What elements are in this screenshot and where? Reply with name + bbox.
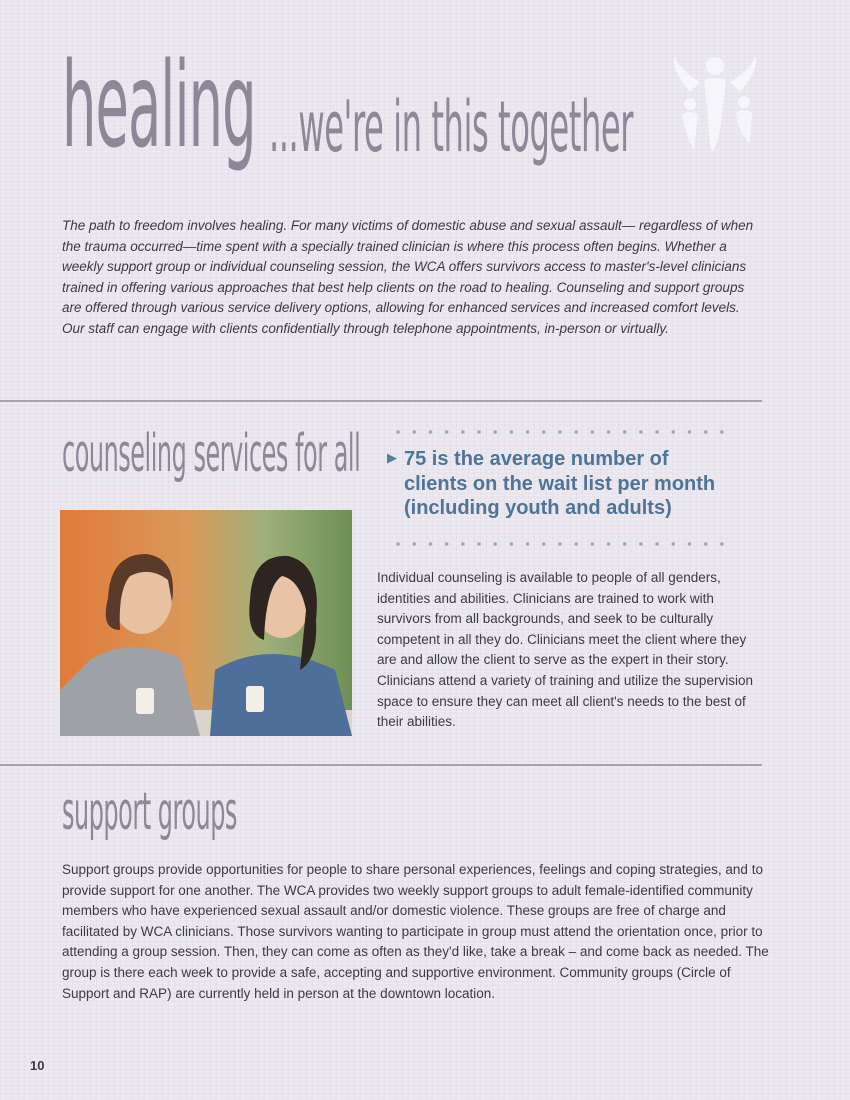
support-groups-paragraph: Support groups provide opportunities for people to share personal experiences, feelings and coping strategies, and to provide support for one another. The WCA provides two weekly support groups to adult female-identified community members who have experienced sexual assault and/or domestic violence. These groups are free of charge and facilitated by WCA clinicians. Those survivors wanting to participate in group must attend the orientation once, prior to attending a group session. Then, they can come as often as they'd like, take a break – and come back as needed. The group is there each week to provide a safe, accepting and supportive environment. Community groups (Circle of Support and RAP) are currently held in person at the downtown location. — [62, 862, 769, 1001]
counseling-photo — [60, 510, 352, 736]
support-groups-heading: support groups — [62, 782, 237, 842]
title-tagline: ...we're in this together — [269, 86, 634, 168]
page-number: 10 — [30, 1058, 45, 1073]
page-title — [62, 36, 762, 200]
title-word: healing — [62, 36, 256, 174]
section-divider — [0, 764, 762, 766]
section-divider — [0, 400, 762, 402]
dotted-divider — [390, 541, 730, 547]
intro-paragraph: The path to freedom involves healing. For many victims of domestic abuse and sexual assault— regardless of when the trauma occurred—time spent with a specially trained clinician is where this process often begins. Whether a weekly support group or individual counseling session, the WCA offers survivors access to master's-level clinicians trained in offering various approaches that best help clients on the road to healing. Counseling and support groups are offered through various service delivery options, allowing for enhanced services and increased comfort levels. Our staff can engage with clients confidentially through telephone appointments, in-person or virtually. — [62, 218, 754, 336]
counseling-paragraph: Individual counseling is available to people of all genders, identities and abilities. Clinicians are trained to work with survivors from all backgrounds, and seek to be culturally competent in all they do. Clinicians meet the client where they are and allow the client to serve as the expert in their story. Clinicians attend a variety of training and utilize the supervision space to ensure they can meet all client's needs to the best of their abilities. — [377, 570, 753, 730]
dotted-divider — [390, 429, 730, 435]
wait-list-stat: 75 is the average number of clients on the wait list per month (including youth and adults) — [404, 448, 716, 519]
figures-logo-icon — [660, 52, 770, 162]
counseling-heading: counseling services for all — [62, 424, 361, 484]
triangle-right-icon: ▶ — [387, 450, 397, 465]
